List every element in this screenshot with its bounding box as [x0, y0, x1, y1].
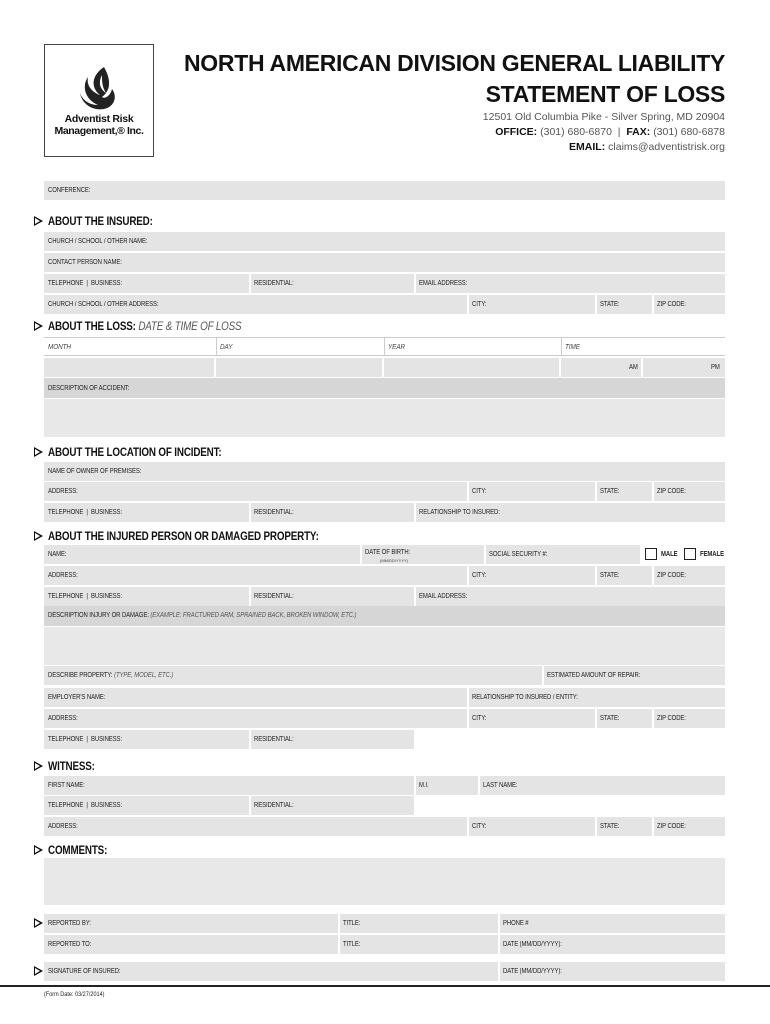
- premises-owner-label: NAME OF OWNER OF PREMISES:: [48, 468, 142, 475]
- injured-address-field[interactable]: [44, 566, 467, 585]
- injured-name-label: NAME:: [48, 551, 67, 558]
- injury-description-label: DESCRIPTION INJURY OR DAMAGE: (EXAMPLE: FRACTURED ARM, SPRAINED BACK, BROKEN WINDOW, ETC.): [48, 612, 357, 619]
- witness-first-name-field[interactable]: [44, 776, 414, 795]
- contact-person-label: CONTACT PERSON NAME:: [48, 259, 122, 266]
- email-label: EMAIL:: [569, 141, 606, 153]
- fax-label: FAX:: [626, 126, 651, 138]
- conference-field[interactable]: [44, 181, 725, 200]
- employer-address-label: ADDRESS:: [48, 715, 78, 722]
- location-telephone-label: TELEPHONE | BUSINESS:: [48, 509, 123, 516]
- insured-zip-label: ZIP CODE:: [657, 301, 686, 308]
- loss-day-field[interactable]: [216, 358, 382, 377]
- church-address-label: CHURCH / SCHOOL / OTHER ADDRESS:: [48, 301, 159, 308]
- location-city-field[interactable]: [469, 482, 595, 501]
- section-comments-heading: COMMENTS:: [48, 843, 108, 857]
- mailing-address: 12501 Old Columbia Pike - Silver Spring, MD 20904: [482, 111, 725, 123]
- report-date-label: DATE (MM/DD/YYYY):: [503, 941, 562, 948]
- male-label: MALE: [661, 551, 678, 558]
- location-zip-label: ZIP CODE:: [657, 488, 686, 495]
- employer-name-field[interactable]: [44, 688, 467, 707]
- accident-description-label: DESCRIPTION OF ACCIDENT:: [48, 385, 130, 392]
- location-state-label: STATE:: [600, 488, 620, 495]
- witness-address-field[interactable]: [44, 817, 467, 836]
- flame-logo-icon: [78, 65, 122, 113]
- logo-name-line1: Adventist Risk: [64, 113, 134, 125]
- female-checkbox[interactable]: [684, 548, 696, 560]
- employer-state-label: STATE:: [600, 715, 620, 722]
- church-name-label: CHURCH / SCHOOL / OTHER NAME:: [48, 238, 148, 245]
- injured-ssn-label: SOCIAL SECURITY #:: [489, 551, 548, 558]
- insured-city-field[interactable]: [469, 295, 595, 314]
- pm-label: PM: [711, 364, 720, 371]
- section-injured-heading: ABOUT THE INJURED PERSON OR DAMAGED PROPERTY:: [48, 529, 319, 543]
- contact-phones: [495, 126, 725, 138]
- injured-telephone-label: TELEPHONE | BUSINESS:: [48, 593, 123, 600]
- section-witness-heading: WITNESS:: [48, 759, 95, 773]
- contact-person-field[interactable]: [44, 253, 725, 272]
- section-insured-heading: ABOUT THE INSURED:: [48, 214, 153, 228]
- injured-residential-label: RESIDENTIAL:: [254, 593, 294, 600]
- am-label: AM: [629, 364, 638, 371]
- section-location-heading: ABOUT THE LOCATION OF INCIDENT:: [48, 445, 222, 459]
- injury-description-field[interactable]: [44, 627, 725, 665]
- employer-city-field[interactable]: [469, 709, 595, 728]
- reporter-title-label: TITLE:: [343, 920, 361, 927]
- insured-email-label: EMAIL ADDRESS:: [419, 280, 468, 287]
- witness-zip-label: ZIP CODE:: [657, 823, 686, 830]
- section-arrow-icon: [34, 216, 43, 226]
- injured-state-label: STATE:: [600, 572, 620, 579]
- employer-relationship-label: RELATIONSHIP TO INSURED / ENTITY:: [472, 694, 578, 701]
- section-loss-heading: ABOUT THE LOSS: DATE & TIME OF LOSS: [48, 319, 242, 333]
- insured-residential-label: RESIDENTIAL:: [254, 280, 294, 287]
- insured-state-label: STATE:: [600, 301, 620, 308]
- insured-city-label: CITY:: [472, 301, 487, 308]
- time-label: TIME: [565, 342, 580, 351]
- location-residential-label: RESIDENTIAL:: [254, 509, 294, 516]
- location-address-field[interactable]: [44, 482, 467, 501]
- premises-owner-field[interactable]: [44, 462, 725, 481]
- signature-date-label: DATE (MM/DD/YYYY):: [503, 968, 562, 975]
- form-date: (Form Date: 03/27/2014): [44, 991, 105, 998]
- section-arrow-icon: [34, 321, 43, 331]
- office-phone: (301) 680-6870: [540, 126, 612, 138]
- female-label: FEMALE: [700, 551, 724, 558]
- signature-label: SIGNATURE OF INSURED:: [48, 968, 121, 975]
- employer-name-label: EMPLOYER'S NAME:: [48, 694, 106, 701]
- accident-description-field[interactable]: [44, 399, 725, 437]
- section-arrow-icon: [34, 531, 43, 541]
- column-divider: [384, 337, 385, 356]
- dob-format-hint: (MM/DD/YYYY): [380, 558, 408, 563]
- employer-residential-label: RESIDENTIAL:: [254, 736, 294, 743]
- employer-telephone-label: TELEPHONE | BUSINESS:: [48, 736, 123, 743]
- reporter-phone-label: PHONE #: [503, 920, 529, 927]
- injured-city-field[interactable]: [469, 566, 595, 585]
- location-address-label: ADDRESS:: [48, 488, 78, 495]
- witness-mi-label: M.I.: [419, 782, 429, 789]
- reporter-title-field[interactable]: [340, 914, 498, 933]
- location-city-label: CITY:: [472, 488, 487, 495]
- recipient-title-field[interactable]: [340, 935, 498, 954]
- estimated-repair-label: ESTIMATED AMOUNT OF REPAIR:: [547, 672, 641, 679]
- column-divider: [216, 337, 217, 356]
- property-description-label: DESCRIBE PROPERTY: (TYPE, MODEL, ETC.): [48, 672, 174, 679]
- section-arrow-icon: [34, 845, 43, 855]
- injured-address-label: ADDRESS:: [48, 572, 78, 579]
- section-arrow-icon: [34, 761, 43, 771]
- employer-zip-label: ZIP CODE:: [657, 715, 686, 722]
- contact-separator: |: [617, 126, 621, 138]
- witness-city-label: CITY:: [472, 823, 487, 830]
- witness-state-label: STATE:: [600, 823, 620, 830]
- fax-phone: (301) 680-6878: [653, 126, 725, 138]
- injured-city-label: CITY:: [472, 572, 487, 579]
- section-arrow-icon: [34, 447, 43, 457]
- column-divider: [561, 337, 562, 356]
- witness-city-field[interactable]: [469, 817, 595, 836]
- recipient-title-label: TITLE:: [343, 941, 361, 948]
- injured-dob-label: DATE OF BIRTH:: [365, 549, 411, 556]
- accident-description-header: [44, 378, 725, 398]
- contact-email: [569, 141, 725, 153]
- location-relationship-label: RELATIONSHIP TO INSURED:: [419, 509, 500, 516]
- witness-telephone-label: TELEPHONE | BUSINESS:: [48, 802, 123, 809]
- form-title-line1: NORTH AMERICAN DIVISION GENERAL LIABILITY: [184, 50, 725, 76]
- male-checkbox[interactable]: [645, 548, 657, 560]
- injured-name-field[interactable]: [44, 545, 360, 564]
- logo-name-line2: Management,® Inc.: [54, 125, 144, 137]
- insured-telephone-label: TELEPHONE | BUSINESS:: [48, 280, 123, 287]
- conference-label: CONFERENCE:: [48, 187, 91, 194]
- section-arrow-icon: [34, 918, 43, 928]
- employer-address-field[interactable]: [44, 709, 467, 728]
- email-address: claims@adventistrisk.org: [608, 141, 725, 153]
- injured-zip-label: ZIP CODE:: [657, 572, 686, 579]
- employer-city-label: CITY:: [472, 715, 487, 722]
- witness-last-name-label: LAST NAME:: [483, 782, 518, 789]
- day-label: DAY: [220, 342, 233, 351]
- footer-divider: [0, 985, 770, 987]
- injured-email-label: EMAIL ADDRESS:: [419, 593, 468, 600]
- reported-to-label: REPORTED TO:: [48, 941, 92, 948]
- loss-month-field[interactable]: [44, 358, 214, 377]
- office-label: OFFICE:: [495, 126, 538, 138]
- reporter-phone-field[interactable]: [500, 914, 725, 933]
- reported-by-label: REPORTED BY:: [48, 920, 91, 927]
- section-arrow-icon: [34, 966, 43, 976]
- year-label: YEAR: [388, 342, 406, 351]
- witness-residential-label: RESIDENTIAL:: [254, 802, 294, 809]
- company-logo: [44, 44, 154, 157]
- loss-year-field[interactable]: [384, 358, 559, 377]
- comments-field[interactable]: [44, 858, 725, 905]
- witness-first-name-label: FIRST NAME:: [48, 782, 85, 789]
- form-title-line2: STATEMENT OF LOSS: [485, 81, 725, 107]
- witness-address-label: ADDRESS:: [48, 823, 78, 830]
- month-label: MONTH: [48, 342, 71, 351]
- loss-subheading: DATE & TIME OF LOSS: [138, 319, 242, 333]
